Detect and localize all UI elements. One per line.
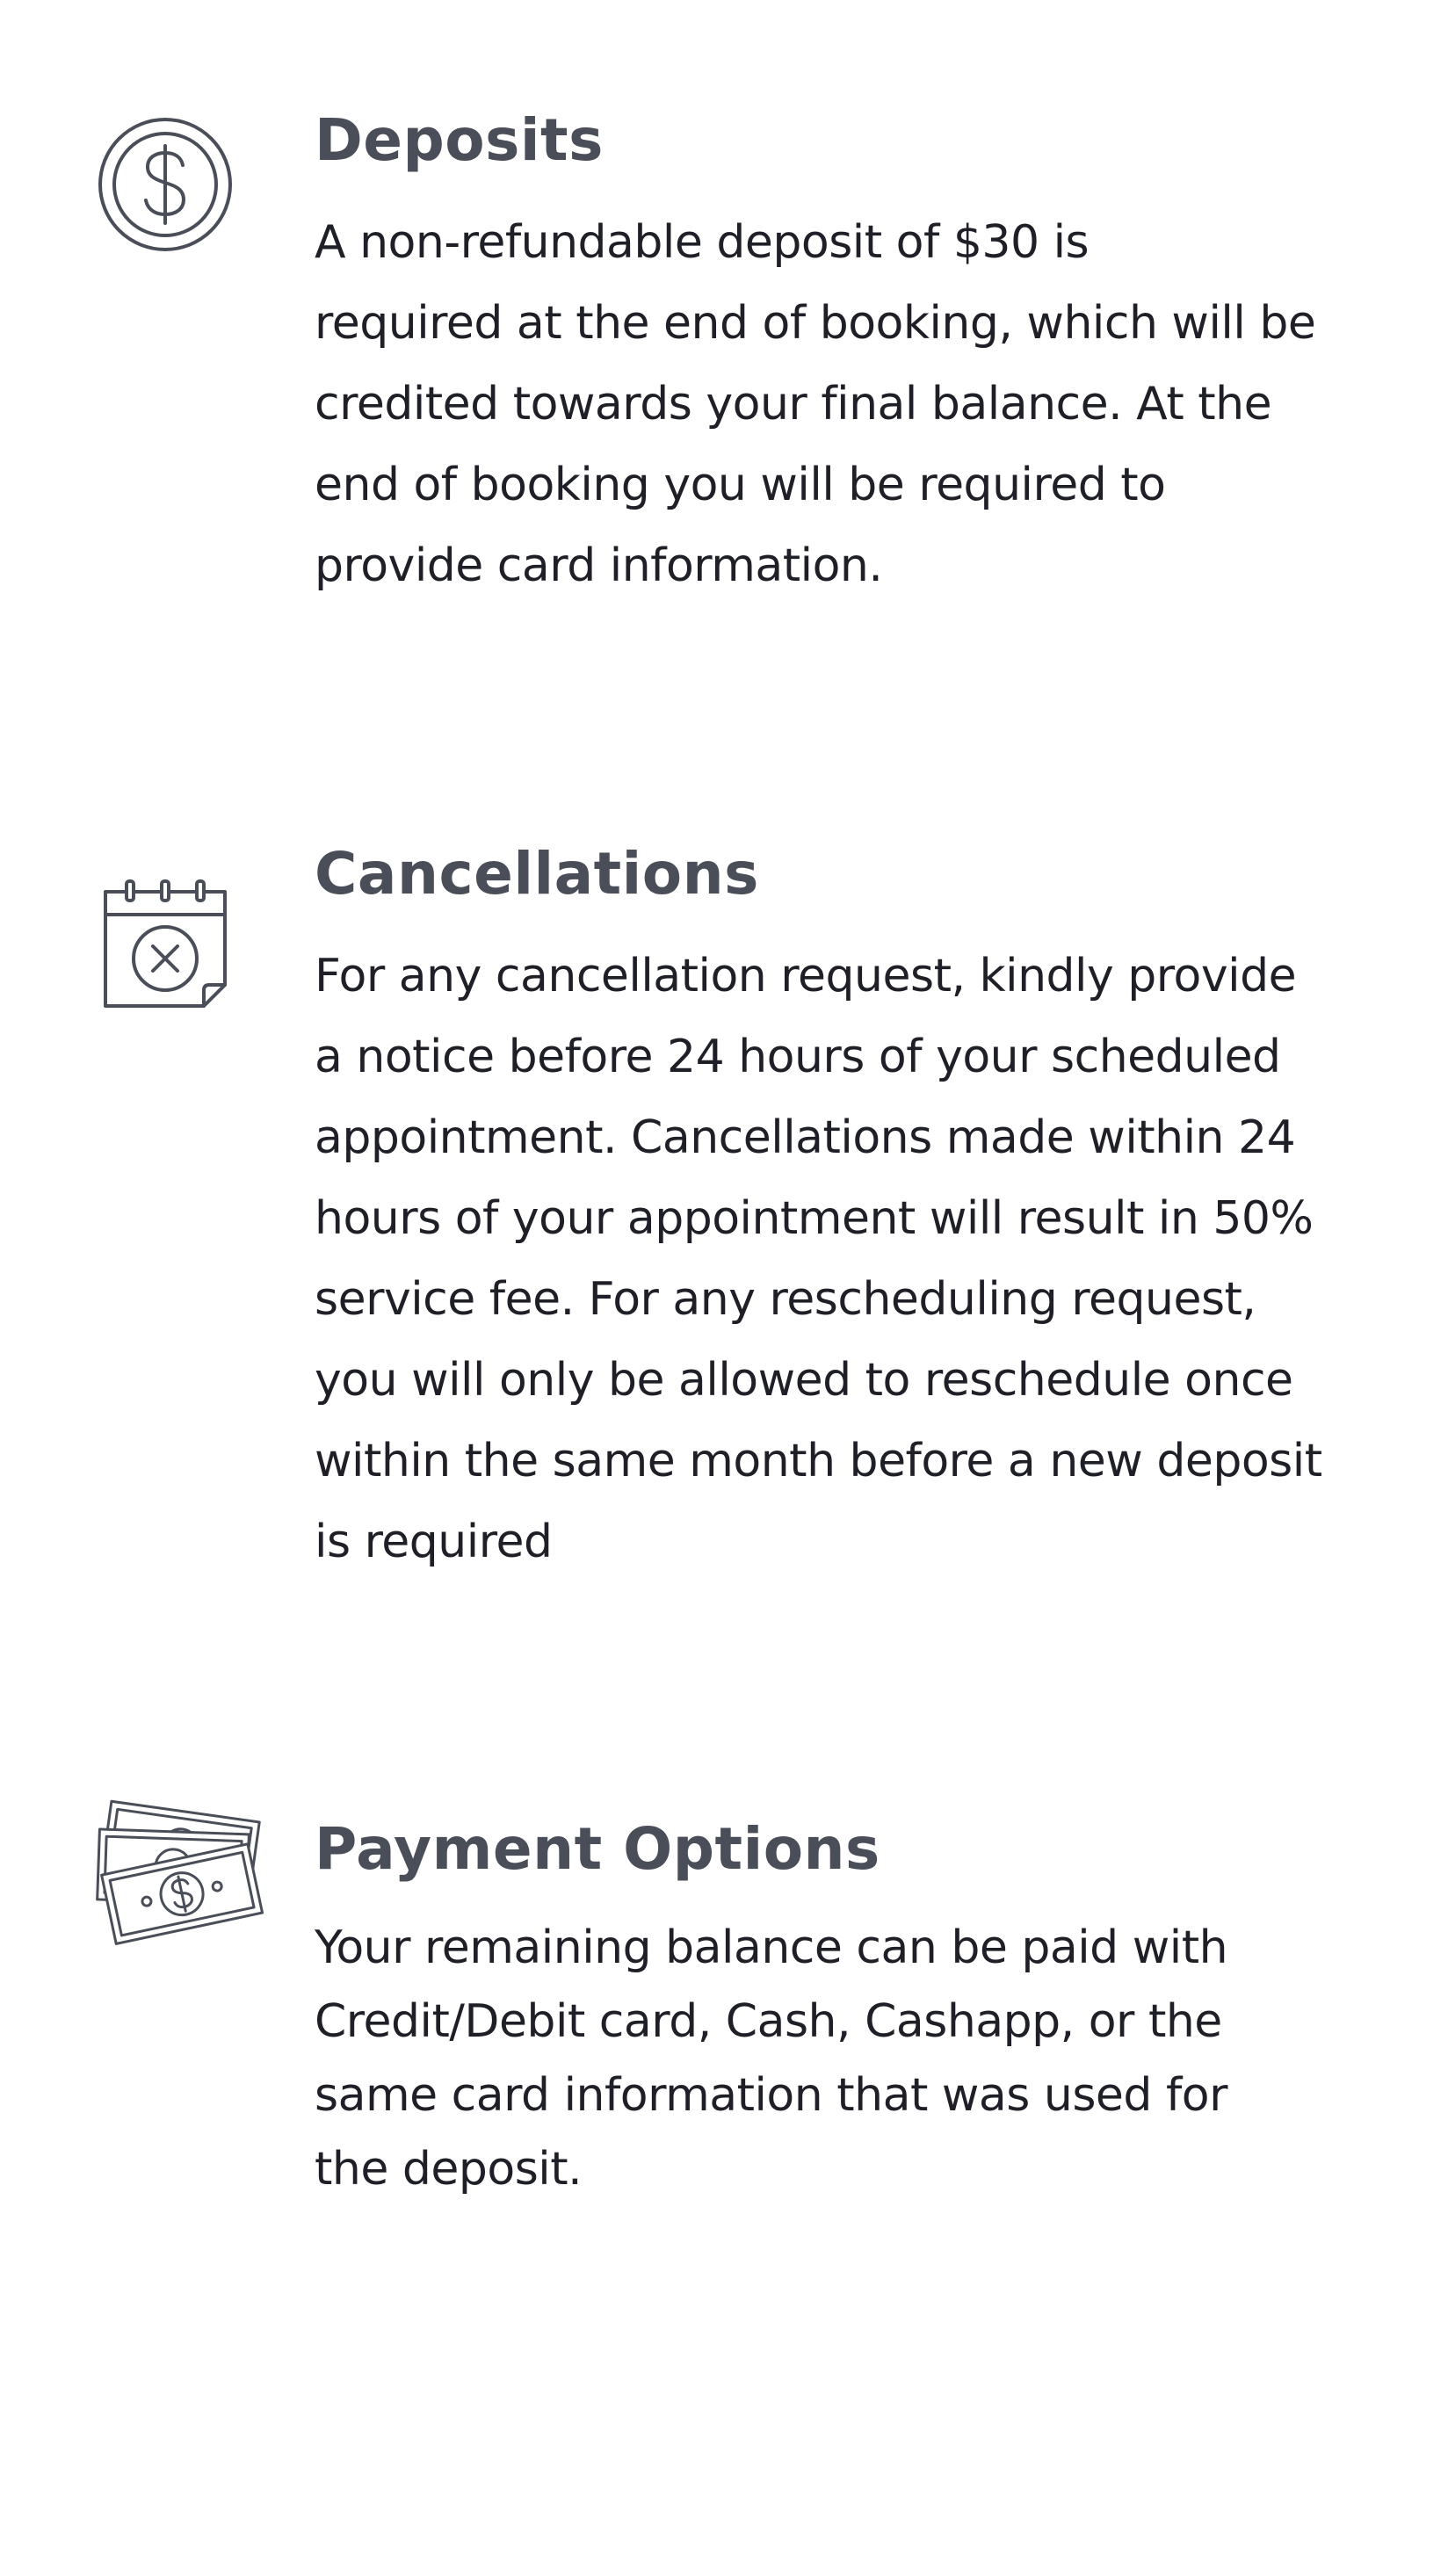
cash-bills-icon [88, 1788, 264, 1946]
payment-options-description: Your remaining balance can be paid with Credit/Debit card, Cash, Cashapp, or the same card information that was used for the deposit. [315, 1921, 1228, 2196]
payment-options-heading: Payment Options [315, 1815, 880, 1883]
dollar-coin-icon [95, 114, 235, 255]
cancellations-heading: Cancellations [315, 840, 759, 908]
deposits-description: A non-refundable deposit of $30 is required at the end of booking, which will be credited towards your final balance. At the end of booking you will be required to provide card information. [315, 216, 1316, 592]
deposits-content [315, 105, 1369, 606]
cancellations-description: For any cancellation request, kindly provide a notice before 24 hours of your scheduled appointment. Cancellations made within 24 hours of your appointment will result in 50% service fee. For any rescheduling request, you will only be allowed to reschedule once within the same month before a new deposit is required [315, 950, 1322, 1568]
calendar-cancel-icon [95, 874, 235, 1015]
payment-options-content [315, 1814, 1369, 2206]
deposits-heading: Deposits [315, 106, 604, 174]
cancellations-content [315, 839, 1369, 1582]
